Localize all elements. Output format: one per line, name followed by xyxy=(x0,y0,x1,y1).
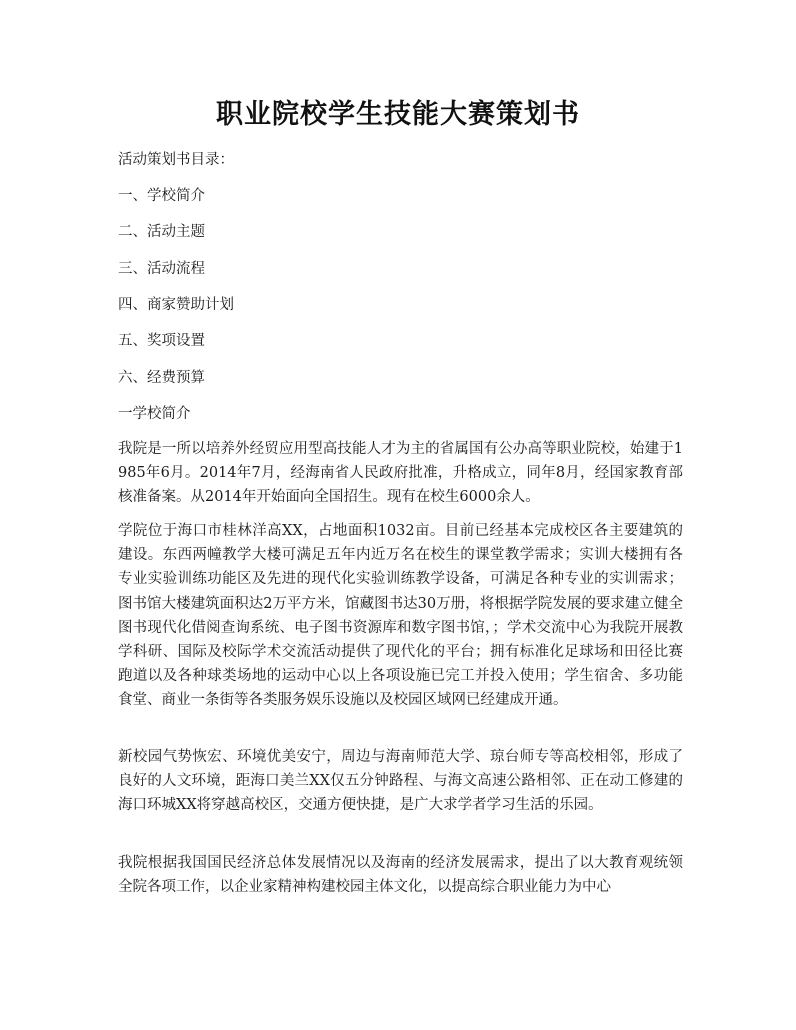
paragraph: 我院是一所以培养外经贸应用型高技能人才为主的省属国有公办高等职业院校，始建于1985年6月。2014年7月，经海南省人民政府批准，升格成立，同年8月，经国家教育部核准备案。从2014年开始面向全国招生。现有在校生6000余人。 xyxy=(118,441,683,506)
paragraph: 我院根据我国国民经济总体发展情况以及海南的经济发展需求，提出了以大教育观统领全院各项工作，以企业家精神构建校园主体文化，以提高综合职业能力为中心 xyxy=(118,855,683,896)
toc-heading: 活动策划书目录： xyxy=(118,152,234,168)
section-heading: 一学校简介 xyxy=(118,406,191,422)
toc-item-4: 四、商家赞助计划 xyxy=(118,297,234,313)
toc-item-1: 一、学校简介 xyxy=(118,188,205,204)
paragraph: 学院位于海口市桂林洋高XX，占地面积1032亩。目前已经基本完成校区各主要建筑的建设。东西两幢教学大楼可满足五年内近万名在校生的课堂教学需求；实训大楼拥有各专业实验训练功能区及先进的现代化实验训练教学设备，可满足各种专业的实训需求；图书馆大楼建筑面积达2万平方米，馆藏图书达30万册，将根据学院发展的要求建立健全图书现代化借阅查询系统、电子图书资源库和数字图书馆，；学术交流中心为我院开展教学科研、国际及校际学术交流活动提供了现代化的平台；拥有标准化足球场和田径比赛跑道以及各种球类场地的运动中心以上各项设施已完工并投入使用；学生宿舍、多功能食堂、商业一条街等各类服务娱乐设施以及校园区域网已经建成开通。 xyxy=(118,523,683,709)
toc-item-5: 五、奖项设置 xyxy=(118,333,205,349)
paragraph: 新校园气势恢宏、环境优美安宁，周边与海南师范大学、琼台师专等高校相邻，形成了良好的人文环境，距海口美兰XX仅五分钟路程、与海文高速公路相邻、正在动工修建的海口环城XX将穿越高校区，交通方便快捷，是广大求学者学习生活的乐园。 xyxy=(118,749,683,814)
toc-item-3: 三、活动流程 xyxy=(118,261,205,277)
toc-item-6: 六、经费预算 xyxy=(118,370,205,386)
toc-item-2: 二、活动主题 xyxy=(118,224,205,240)
document-title: 职业院校学生技能大赛策划书 xyxy=(216,99,580,130)
